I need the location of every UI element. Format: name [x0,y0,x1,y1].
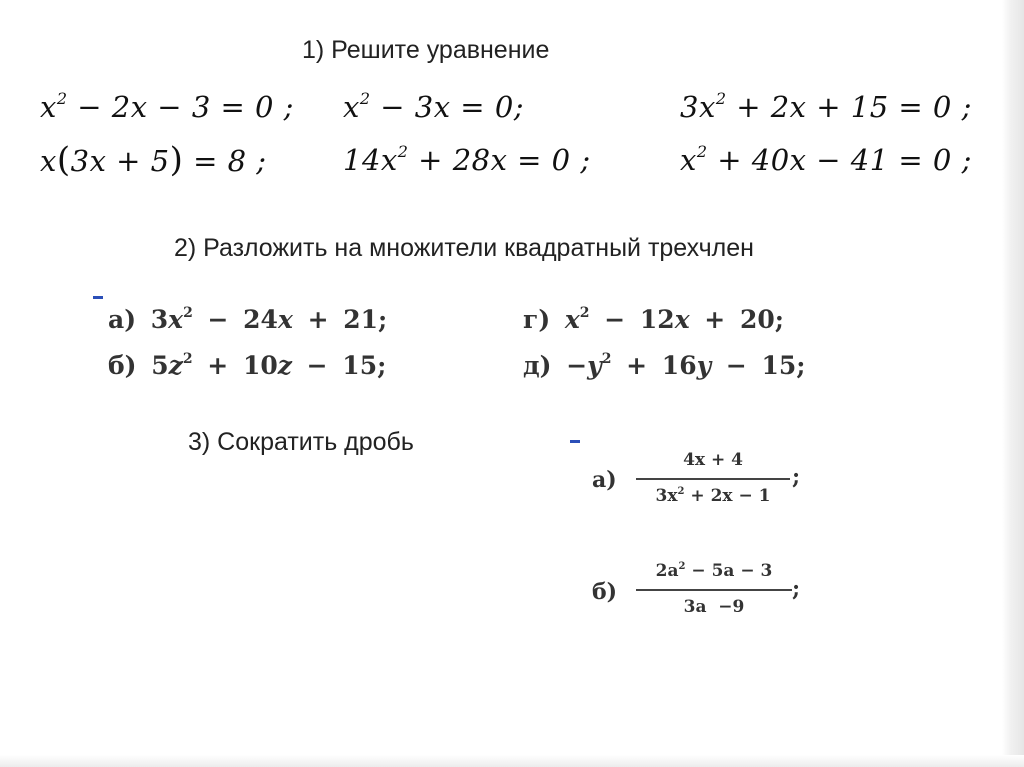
section2-title: 2) Разложить на множители квадратный трехчлен [174,234,754,262]
fraction-a-label: а) [592,467,617,493]
semicolon: ; [792,576,801,602]
equation-4: x(3x + 5) = 8 ; [40,140,267,180]
fraction-b-label: б) [592,579,618,605]
trinomial-b: б) $5z^2 + 10z - 15$; [108,351,387,380]
fraction-bar [636,478,790,480]
equation-6: $x^2 + 40x - 41 = 0$ ; [680,142,972,177]
trinomial-a: а) $3x^2 - 24x + 21$; [108,305,388,334]
fraction-b [636,561,792,625]
fraction-a-numerator: 4x + 4 [683,450,743,470]
fraction-a-denominator: $3x^2 + 2x - 1$ [655,486,771,506]
section1-title: 1) Решите уравнение [302,36,550,64]
equation-1: $x^2 - 2x - 3 = 0$ ; [40,89,294,124]
trinomial-g: г) $x^2 - 12x + 20$; [523,305,784,334]
fraction-b-numerator: $2a^2 - 5a - 3$ [655,561,773,581]
slide-edge-bottom [0,755,1024,767]
fraction-b-denominator: 3a −9 [683,597,745,617]
equation-3: $3x^2 + 2x + 15 = 0$ ; [680,89,972,124]
dash-marker [93,296,103,299]
fraction-a [636,450,790,514]
equation-2: $x^2 - 3x = 0$; [343,89,525,124]
trinomial-d: $д) -y^2 + 16y - 15$; [523,351,806,380]
slide-edge [1002,0,1024,767]
dash-marker [570,440,580,443]
fraction-bar [636,589,792,591]
section3-title: 3) Сократить дробь [188,428,414,456]
equation-5: $14x^2 + 28x = 0$ ; [343,142,591,177]
semicolon: ; [792,464,801,490]
